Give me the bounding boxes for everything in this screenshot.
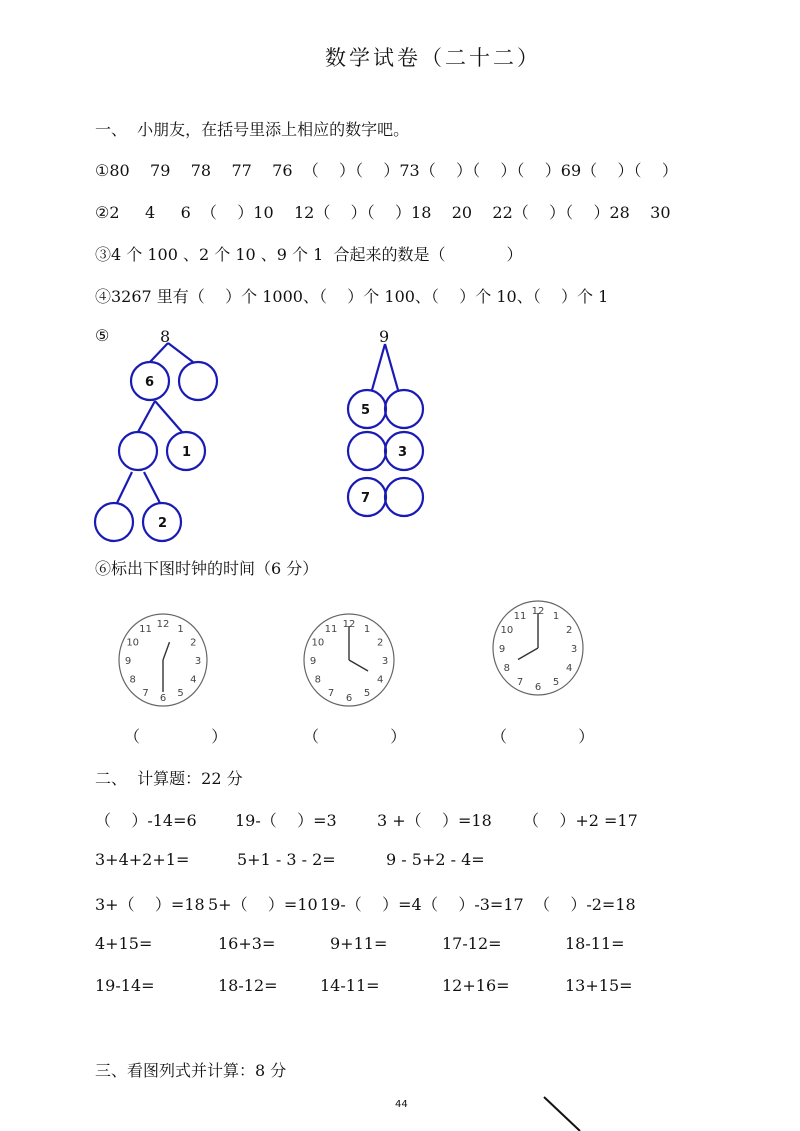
calc-r2-c2: 5+1 - 3 - 2=	[237, 850, 336, 869]
clock-3-answer-blank[interactable]: （ ）	[491, 727, 595, 746]
clock-1-numeral: 4	[190, 674, 197, 686]
clock-1-numeral: 5	[177, 688, 184, 700]
clock-3-numeral: 3	[570, 644, 578, 655]
question-4-decompose: ④3267 里有（ ）个 1000、（ ）个 100、（ ）个 10、（ ）个 1	[95, 287, 609, 306]
clock-1-numeral: 3	[194, 656, 202, 667]
clock-2-answer-blank[interactable]: （ ）	[303, 727, 407, 746]
tree1-top-number: 8	[160, 327, 171, 346]
tree1-circle-2: 2	[158, 516, 168, 531]
clock-2-numeral: 6	[345, 693, 353, 704]
number-bond-tree-8	[95, 343, 217, 541]
number-bond-tree-9	[348, 344, 423, 516]
calc-r2-c3: 9 - 5+2 - 4=	[386, 850, 485, 869]
clock-3-numeral: 10	[500, 625, 514, 636]
tree2-circle-3: 3	[398, 445, 408, 460]
clock-2-numeral: 8	[314, 674, 322, 686]
section-1-heading: 一、 小朋友，在括号里添上相应的数字吧。	[95, 120, 410, 139]
calc-r4-c5: 18-11=	[565, 934, 625, 953]
calc-r1-c4: （ ）+2 =17	[523, 811, 638, 830]
clock-1-numeral: 10	[126, 637, 140, 649]
clock-2-numeral: 3	[381, 656, 389, 667]
clock-2-numeral: 1	[363, 623, 371, 635]
clock-1-numeral: 1	[177, 623, 184, 635]
question-2-sequence: ②2 4 6 （ ）10 12（ ）（ ）18 20 22（ ）（ ）28 30	[95, 203, 671, 222]
calc-r3-c2: 5+（ ）=10	[208, 895, 318, 914]
clock-2-numeral: 5	[363, 688, 371, 700]
clock-1-numeral: 12	[156, 619, 170, 630]
clock-1-numeral: 8	[129, 674, 136, 686]
clock-3-numeral: 9	[498, 644, 506, 655]
question-5-label: ⑤	[95, 326, 110, 345]
clock-1-numeral: 11	[139, 623, 152, 635]
clock-3-numeral: 12	[531, 606, 545, 617]
clock-2-numeral: 10	[311, 637, 325, 649]
tree1-circle-6: 6	[145, 375, 155, 390]
question-3-place-value: ③4 个 100 、2 个 10 、9 个 1 合起来的数是（ ）	[95, 245, 523, 264]
page-title: 数学试卷（二十二）	[325, 46, 541, 70]
clock-2-hour-hand	[349, 660, 368, 671]
clock-2-numeral: 2	[376, 637, 384, 649]
partial-figure-line	[544, 1097, 580, 1131]
clock-2-numeral: 12	[342, 619, 356, 630]
calc-r3-c4: （ ）-3=17	[422, 895, 524, 914]
calc-r5-c5: 13+15=	[565, 976, 633, 995]
calc-r1-c2: 19-（ ）=3	[235, 811, 337, 830]
calc-r3-c1: 3+（ ）=18	[95, 895, 205, 914]
clock-group	[119, 601, 583, 706]
calc-r2-c1: 3+4+2+1=	[95, 850, 190, 869]
clock-1-numeral: 7	[142, 688, 149, 700]
clock-2-numeral: 4	[376, 674, 384, 686]
tree2-top-number: 9	[379, 327, 390, 346]
clock-1-answer-blank[interactable]: （ ）	[124, 727, 228, 746]
clock-3-numeral: 2	[565, 625, 573, 636]
clock-3-numeral: 4	[565, 663, 573, 674]
calc-r3-c3: 19-（ ）=4	[320, 895, 422, 914]
calc-r5-c4: 12+16=	[442, 976, 510, 995]
calc-r4-c2: 16+3=	[218, 934, 276, 953]
calc-r4-c3: 9+11=	[330, 934, 388, 953]
calc-r5-c1: 19-14=	[95, 976, 155, 995]
clock-3-numeral: 11	[513, 611, 527, 623]
calc-r4-c1: 4+15=	[95, 934, 153, 953]
clock-3-numeral: 7	[516, 676, 524, 688]
question-6-heading: ⑥标出下图时钟的时间（6 分）	[95, 559, 319, 578]
calc-r4-c4: 17-12=	[442, 934, 502, 953]
clock-1-hour-hand	[163, 642, 169, 660]
clock-3-hour-hand	[518, 648, 538, 660]
clock-3-numeral: 5	[552, 676, 560, 688]
page-number: 44	[395, 1099, 408, 1110]
tree1-circle-1: 1	[182, 445, 192, 460]
clock-1-numeral: 6	[159, 693, 167, 704]
question-1-sequence: ①80 79 78 77 76 （ ）（ ）73（ ）（ ）（ ）69（ ）（ ）	[95, 161, 678, 180]
clock-2-numeral: 11	[324, 623, 338, 635]
calc-r3-c5: （ ）-2=18	[534, 895, 636, 914]
clock-3-numeral: 6	[534, 682, 542, 693]
calc-r5-c3: 14-11=	[320, 976, 380, 995]
clock-3-numeral: 1	[552, 611, 560, 623]
clock-1-numeral: 9	[124, 656, 132, 667]
section-2-heading: 二、 计算题：22 分	[95, 769, 243, 788]
clock-1-numeral: 2	[190, 637, 197, 649]
clock-2-numeral: 9	[309, 656, 317, 667]
tree2-circle-5: 5	[361, 403, 371, 418]
calc-r1-c3: 3 +（ ）=18	[377, 811, 492, 830]
calc-r5-c2: 18-12=	[218, 976, 278, 995]
section-3-heading: 三、看图列式并计算：8 分	[95, 1061, 287, 1080]
clock-3-numeral: 8	[503, 663, 511, 674]
tree2-circle-7: 7	[361, 491, 371, 506]
calc-r1-c1: （ ）-14=6	[95, 811, 197, 830]
clock-2-numeral: 7	[327, 688, 335, 700]
